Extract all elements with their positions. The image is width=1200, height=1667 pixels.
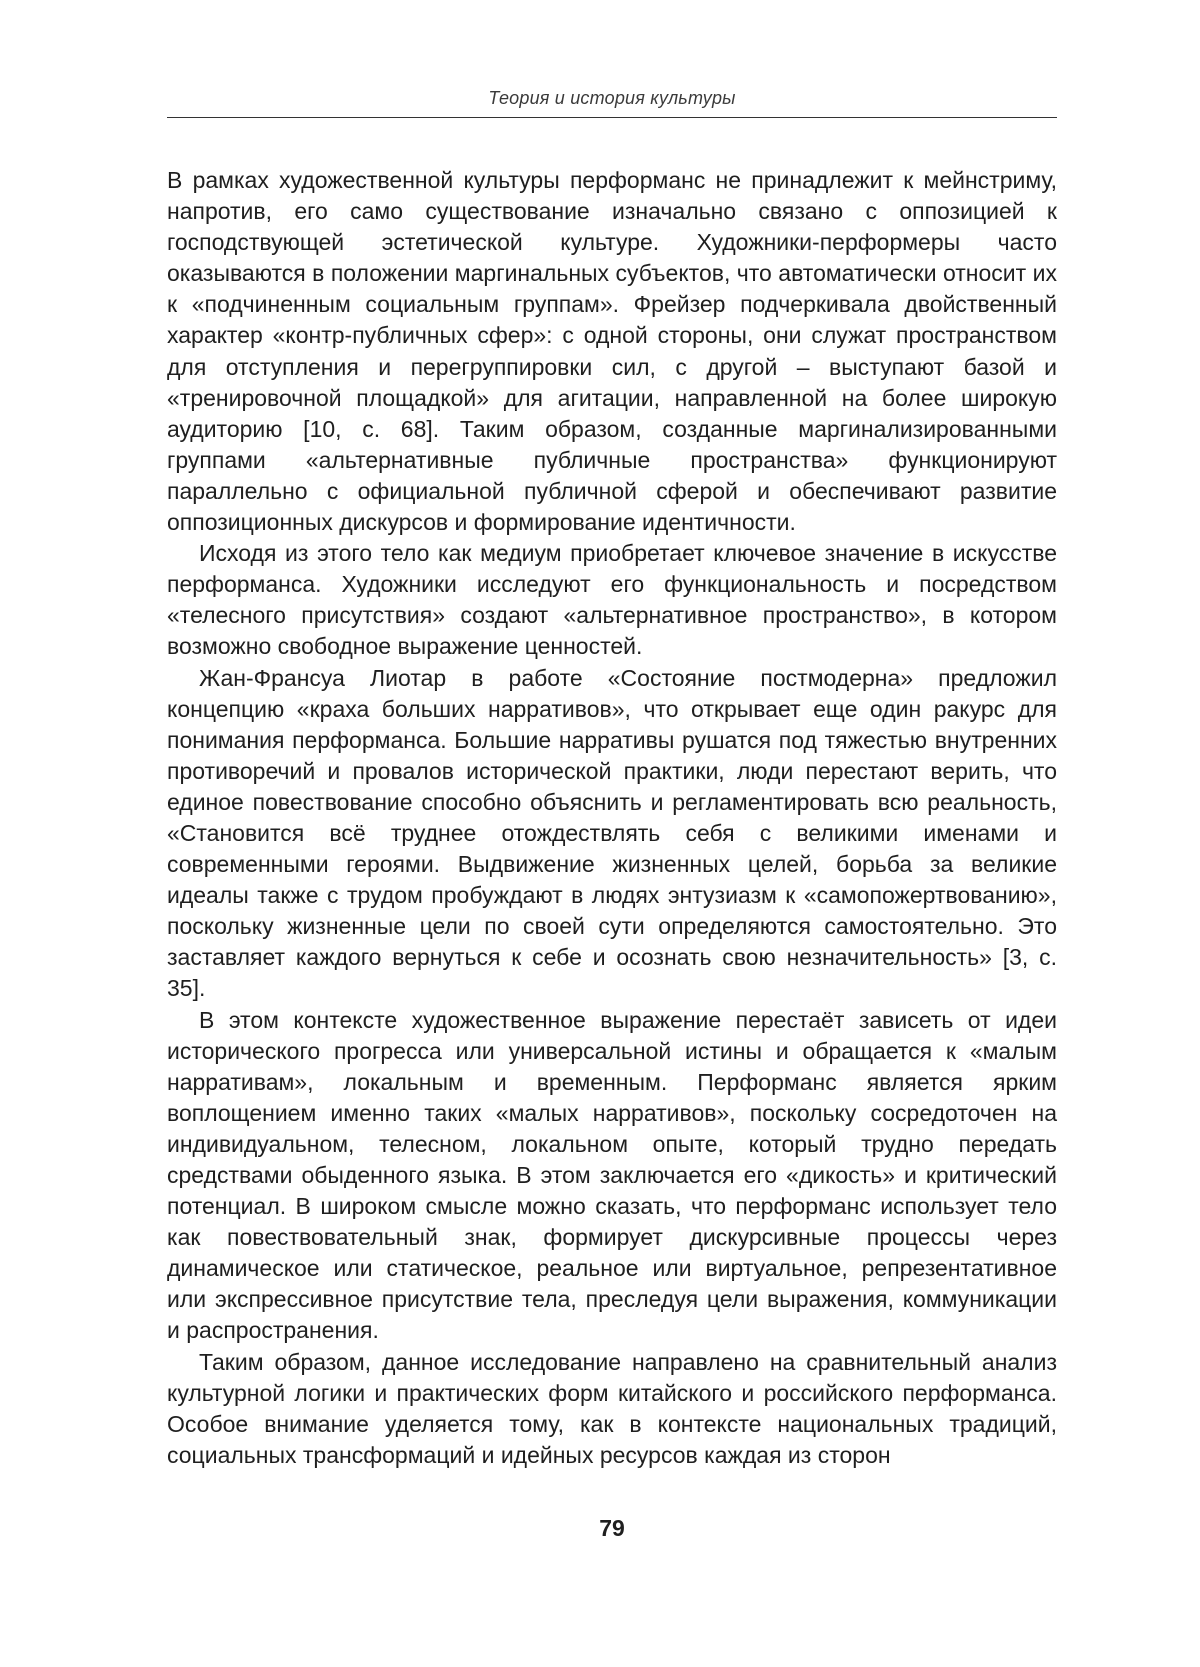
paragraph-4: В этом контексте художественное выражение перестаёт зависеть от идеи исторического прогресса или универсальной истины и обращается к «малым нарративам», локальным и временным. Перформанс является ярким воплощением именно таких «малых нарративов», поскольку сосредоточен на индивидуальном, телесном, локальном опыте, который трудно передать средствами обыденного языка. В этом заключается его «дикость» и критический потенциал. В широком смысле можно сказать, что перформанс использует тело как повествовательный знак, формирует дискурсивные процессы через динамическое или статическое, реальное или виртуальное, репрезентативное или экспрессивное присутствие тела, преследуя цели выражения, коммуникации и распространения.: [167, 1006, 1057, 1344]
running-header-title: Теория и история культуры: [488, 88, 736, 108]
page-number: 79: [599, 1515, 625, 1541]
paragraph-5: Таким образом, данное исследование направлено на сравнительный анализ культурной логики и практических форм китайского и российского перформанса. Особое внимание уделяется тому, как в контексте национальных традиций, социальных трансформаций и идейных ресурсов каждая из сторон: [167, 1348, 1057, 1468]
body-text: [167, 165, 1057, 1471]
paragraph-2: Исходя из этого тело как медиум приобретает ключевое значение в искусстве перформанса. Художники исследуют его функциональность и посредством «телесного присутствия» создают «альтернативное пространство», в котором возможно свободное выражение ценностей.: [167, 540, 1057, 660]
header-rule: [167, 117, 1057, 118]
paragraph-1: В рамках художественной культуры перформанс не принадлежит к мейнстриму, напротив, его само существование изначально связано с оппозицией к господствующей эстетической культуре. Художники-перформеры часто оказываются в положении маргинальных субъектов, что автоматически относит их к «подчиненным социальным группам». Фрейзер подчеркивала двойственный характер «контр-публичных сфер»: с одной стороны, они служат пространством для отступления и перегруппировки сил, с другой – выступают базой и «тренировочной площадкой» для агитации, направленной на более широкую аудиторию [10, с. 68]. Таким образом, созданные маргинализированными группами «альтернативные публичные пространства» функционируют параллельно с официальной публичной сферой и обеспечивают развитие оппозиционных дискурсов и формирование идентичности.: [167, 167, 1057, 536]
paragraph-3: Жан-Франсуа Лиотар в работе «Состояние постмодерна» предложил концепцию «краха больших нарративов», что открывает еще один ракурс для понимания перформанса. Большие нарративы рушатся под тяжестью внутренних противоречий и провалов исторической практики, люди перестают верить, что единое повествование способно объяснить и регламентировать всю реальность, «Становится всё труднее отождествлять себя с великими именами и современными героями. Выдвижение жизненных целей, борьба за великие идеалы также с трудом пробуждают в людях энтузиазм к «самопожертвованию», поскольку жизненные цели по своей сути определяются самостоятельно. Это заставляет каждого вернуться к себе и осознать свою незначительность» [3, с. 35].: [167, 664, 1057, 1002]
